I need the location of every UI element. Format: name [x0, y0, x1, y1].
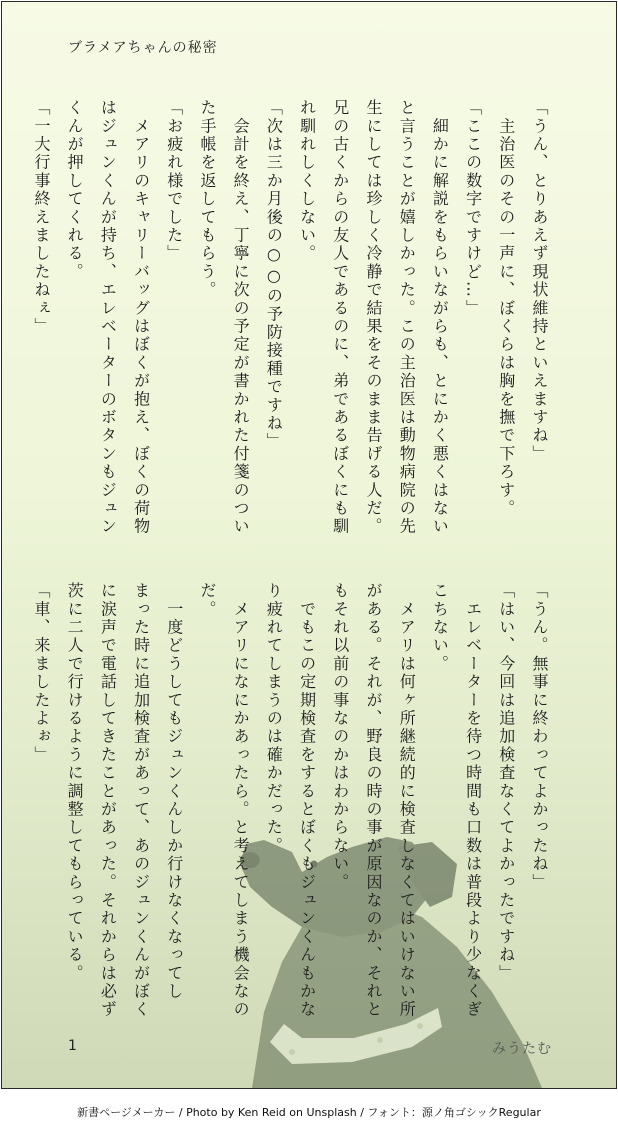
text-line: くんが押してくれる。: [65, 99, 85, 281]
text-line: 会計を終え、丁寧に次の予定が書かれた付箋のつい: [231, 99, 251, 536]
text-line: 一度どうしてもジュンくんしか行けなくなってし: [164, 582, 184, 1001]
book-page: [1, 1, 617, 1089]
text-line: メアリのキャリーバッグはぼくが抱え、ぼくの荷物: [131, 99, 151, 536]
book-title: ブラメアちゃんの秘密: [68, 40, 218, 56]
text-line: メアリになにかあったら。と考えてしまう機会なの: [231, 582, 251, 1019]
text-line: 主治医のその一声に、ぼくらは胸を撫で下ろす。: [496, 99, 516, 518]
text-line: 細かに解説をもらいながらも、とにかく悪くはない: [430, 99, 450, 536]
text-line: に涙声で電話してきたことがあった。それからは必ず: [98, 582, 118, 1019]
credit-line: 新書ページメーカー / Photo by Ken Reid on Unsplash / フォント：源ノ角ゴシックRegular: [77, 1106, 541, 1119]
text-line: はジュンくんが持ち、エレベーターのボタンもジュン: [98, 99, 118, 536]
text-line: 兄の古くからの友人であるのに、弟であるぼくにも馴: [330, 99, 350, 536]
text-line: 「一大行事終えましたねぇ」: [31, 99, 51, 336]
text-line: でもこの定期検査をするとぼくもジュンくんもかな: [297, 582, 317, 1019]
text-line: 「うん、とりあえず現状維持といえますね」: [530, 99, 549, 463]
collar-rivet: [289, 1049, 295, 1055]
text-line: がある。それが、野良の時の事が原因なのか、それと: [363, 582, 383, 1019]
text-line: 「車、来ましたよぉ」: [31, 582, 51, 764]
text-line: 生にしては珍しく冷静で結果をそのまま告げる人だ。: [363, 99, 383, 536]
text-line: こちない。: [430, 582, 450, 673]
text-line: と言うことが嬉しかった。この主治医は動物病院の先: [397, 99, 417, 536]
text-line: れ馴れしくしない。: [297, 99, 317, 263]
text-line: 「はい、今回は追加検査なくてよかったですね」: [496, 582, 516, 983]
text-line: た手帳を返してもらう。: [197, 99, 217, 300]
text-block-lower: [31, 582, 556, 1047]
text-line: まった時に追加検査があって、あのジュンくんがぼく: [131, 582, 151, 1019]
text-line: 「うん。無事に終わってよかったね」: [530, 582, 549, 892]
text-block-upper: [31, 99, 556, 559]
text-line: 「お疲れ様でした」: [164, 99, 184, 263]
text-line: メアリは何ヶ所継続的に検査しなくてはいけない所: [397, 582, 417, 1019]
text-line: 茨に二人で行けるように調整してもらっている。: [65, 582, 85, 983]
page-number: 1: [68, 1038, 77, 1054]
author-name: みうたむ: [492, 1041, 552, 1057]
text-line: 「ここの数字ですけど…」: [463, 99, 483, 318]
text-line: り疲れてしまうのは確かだった。: [264, 582, 284, 855]
text-line: もそれ以前の事なのかはわからない。: [330, 582, 350, 892]
text-line: 「次は三か月後の○○の予防接種ですね」: [264, 99, 284, 451]
text-line: エレベーターを待つ時間も口数は普段より少なくぎ: [463, 582, 483, 1019]
text-line: だ。: [197, 582, 217, 619]
